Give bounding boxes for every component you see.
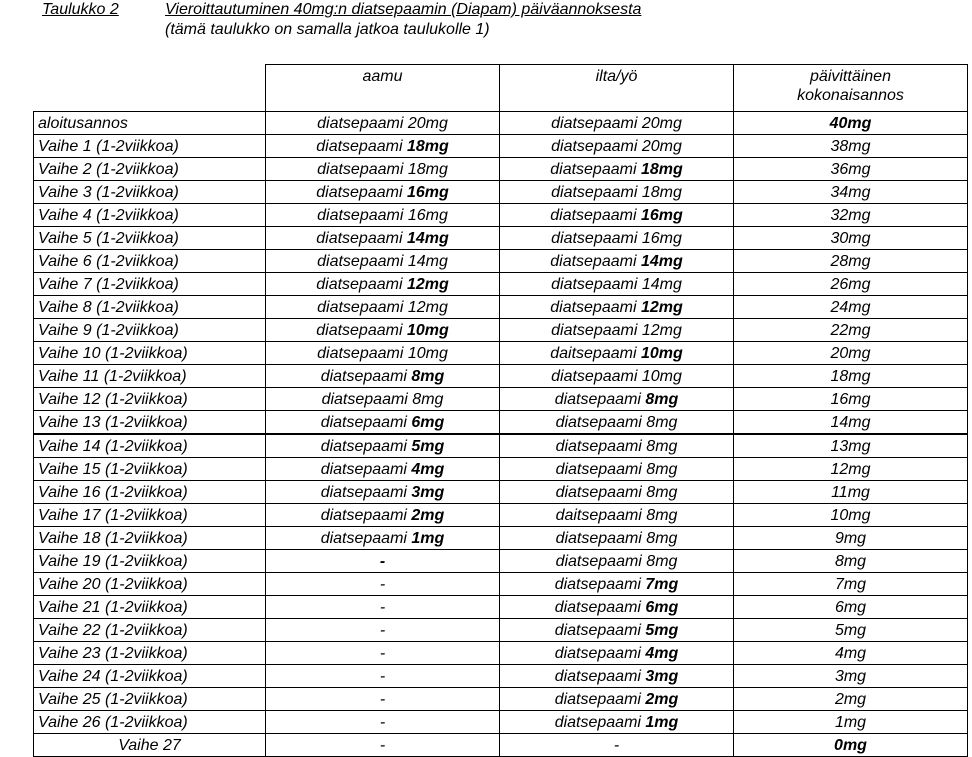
pm-drug-text: diatsepaami 8mg (555, 460, 678, 478)
table-row (34, 158, 968, 181)
am-dose-cell (266, 642, 500, 665)
total-dose-value: 7mg (834, 575, 867, 593)
total-dose-value: 0mg (834, 736, 867, 754)
total-dose-value: 5mg (834, 621, 867, 639)
am-dose-bold: 16mg (406, 183, 449, 201)
pm-dose-cell (500, 504, 734, 527)
table-subtitle: (tämä taulukko on samalla jatkoa taulukolle 1) (165, 21, 490, 38)
am-drug-text: diatsepaami (320, 483, 412, 501)
am-drug-text: diatsepaami (320, 529, 412, 547)
pm-dose-bold: 14mg (640, 252, 683, 270)
total-dose-cell (734, 504, 968, 527)
pm-drug-text: diatsepaami (550, 298, 641, 316)
total-dose-cell (734, 596, 968, 619)
total-dose-value: 22mg (830, 321, 871, 339)
table-row (34, 112, 968, 135)
pm-dose-cell (500, 319, 734, 342)
total-dose-value: 18mg (830, 367, 871, 385)
total-dose-cell (734, 665, 968, 688)
am-dose-bold: 6mg (411, 413, 445, 431)
am-drug-text: diatsepaami (320, 506, 412, 524)
table-row (34, 458, 968, 481)
pm-drug-text: - (613, 736, 620, 754)
am-drug-text: - (379, 621, 386, 639)
total-dose-cell (734, 296, 968, 319)
total-dose-value: 11mg (831, 483, 870, 501)
am-drug-text: diatsepaami (320, 460, 412, 478)
pm-dose-cell (500, 411, 734, 435)
am-drug-text: diatsepaami 18mg (317, 160, 448, 178)
am-dose-bold: 2mg (411, 506, 445, 524)
pm-dose-bold: 3mg (645, 667, 679, 685)
dose-table (33, 64, 968, 757)
am-dose-cell (266, 319, 500, 342)
stage-cell: Vaihe 22 (1-2viikkoa) (34, 619, 266, 642)
pm-dose-cell (500, 227, 734, 250)
am-drug-text: diatsepaami (316, 275, 407, 293)
stage-cell: Vaihe 14 (1-2viikkoa) (34, 434, 266, 458)
am-drug-text: - (379, 736, 386, 754)
am-drug-text: diatsepaami (316, 183, 407, 201)
am-dose-cell (266, 434, 500, 458)
am-dose-cell (266, 296, 500, 319)
total-dose-cell (734, 711, 968, 734)
stage-cell: Vaihe 20 (1-2viikkoa) (34, 573, 266, 596)
pm-dose-cell (500, 204, 734, 227)
pm-dose-cell (500, 527, 734, 550)
am-dose-cell (266, 411, 500, 435)
stage-cell: Vaihe 15 (1-2viikkoa) (34, 458, 266, 481)
stage-cell: Vaihe 11 (1-2viikkoa) (34, 365, 266, 388)
pm-drug-text: diatsepaami 8mg (555, 552, 678, 570)
table-body (34, 112, 968, 757)
pm-dose-bold: 18mg (640, 160, 683, 178)
pm-drug-text: diatsepaami 8mg (555, 529, 678, 547)
pm-dose-bold: 12mg (640, 298, 683, 316)
header-total-line1: päivittäinen (810, 68, 891, 85)
stage-cell: Vaihe 24 (1-2viikkoa) (34, 665, 266, 688)
total-dose-cell (734, 342, 968, 365)
am-dose-cell (266, 273, 500, 296)
total-dose-cell (734, 527, 968, 550)
am-drug-text: diatsepaami (316, 229, 407, 247)
pm-drug-text: diatsepaami 12mg (551, 321, 682, 339)
pm-drug-text: daitsepaami 8mg (555, 506, 678, 524)
am-dose-cell (266, 550, 500, 573)
table-row (34, 527, 968, 550)
pm-drug-text: diatsepaami 8mg (555, 437, 678, 455)
stage-cell: Vaihe 27 (34, 734, 266, 757)
total-dose-cell (734, 573, 968, 596)
header-am: aamu (266, 65, 500, 112)
stage-cell: Vaihe 16 (1-2viikkoa) (34, 481, 266, 504)
am-dose-cell (266, 204, 500, 227)
total-dose-value: 3mg (834, 667, 867, 685)
total-dose-cell (734, 550, 968, 573)
total-dose-value: 24mg (830, 298, 871, 316)
total-dose-cell (734, 619, 968, 642)
header-total-line2: kokonaisannos (797, 87, 904, 104)
table-row (34, 273, 968, 296)
am-drug-text: diatsepaami 20mg (317, 114, 448, 132)
pm-dose-cell (500, 688, 734, 711)
am-drug-text: diatsepaami (320, 437, 412, 455)
pm-dose-cell (500, 296, 734, 319)
stage-cell: Vaihe 6 (1-2viikkoa) (34, 250, 266, 273)
am-dose-cell (266, 135, 500, 158)
total-dose-cell (734, 112, 968, 135)
pm-drug-text: diatsepaami 8mg (555, 413, 678, 431)
table-row (34, 227, 968, 250)
table-row (34, 388, 968, 411)
table-row (34, 434, 968, 458)
pm-dose-cell (500, 458, 734, 481)
am-drug-text: diatsepaami (320, 367, 412, 385)
stage-cell: Vaihe 1 (1-2viikkoa) (34, 135, 266, 158)
pm-dose-cell (500, 365, 734, 388)
table-row (34, 596, 968, 619)
table-row (34, 204, 968, 227)
total-dose-value: 13mg (830, 437, 871, 455)
am-dose-bold: 10mg (406, 321, 449, 339)
pm-dose-bold: 7mg (645, 575, 679, 593)
am-dose-cell (266, 250, 500, 273)
pm-dose-cell (500, 250, 734, 273)
am-dose-bold: 12mg (406, 275, 449, 293)
am-dose-cell (266, 227, 500, 250)
stage-cell: Vaihe 25 (1-2viikkoa) (34, 688, 266, 711)
total-dose-value: 6mg (834, 598, 867, 616)
stage-cell: Vaihe 8 (1-2viikkoa) (34, 296, 266, 319)
table-row (34, 734, 968, 757)
am-dose-cell (266, 665, 500, 688)
pm-drug-text: diatsepaami 20mg (551, 137, 682, 155)
pm-drug-text: diatsepaami (554, 390, 646, 408)
total-dose-value: 26mg (830, 275, 871, 293)
pm-dose-bold: 4mg (645, 644, 679, 662)
pm-drug-text: diatsepaami (554, 690, 646, 708)
pm-drug-text: diatsepaami (554, 621, 646, 639)
total-dose-value: 28mg (830, 252, 871, 270)
total-dose-cell (734, 642, 968, 665)
stage-cell: Vaihe 23 (1-2viikkoa) (34, 642, 266, 665)
am-dose-bold: 1mg (411, 529, 445, 547)
pm-dose-cell (500, 550, 734, 573)
pm-drug-text: diatsepaami (550, 160, 641, 178)
am-dose-cell (266, 342, 500, 365)
pm-dose-cell (500, 665, 734, 688)
total-dose-value: 2mg (834, 690, 867, 708)
header-pm: ilta/yö (500, 65, 734, 112)
am-drug-text: - (379, 575, 386, 593)
table-row (34, 504, 968, 527)
table-row (34, 135, 968, 158)
pm-drug-text: diatsepaami 10mg (551, 367, 682, 385)
am-drug-text: - (379, 690, 386, 708)
table-row (34, 250, 968, 273)
am-dose-bold: 5mg (411, 437, 445, 455)
pm-dose-bold: 6mg (645, 598, 679, 616)
total-dose-cell (734, 688, 968, 711)
stage-cell: Vaihe 12 (1-2viikkoa) (34, 388, 266, 411)
pm-dose-bold: 2mg (645, 690, 679, 708)
am-dose-cell (266, 481, 500, 504)
am-drug-text: diatsepaami (316, 321, 407, 339)
total-dose-value: 20mg (830, 344, 871, 362)
total-dose-value: 14mg (830, 413, 871, 431)
table-row (34, 319, 968, 342)
am-dose-cell (266, 596, 500, 619)
am-dose-bold: 3mg (411, 483, 445, 501)
am-dose-bold: 8mg (411, 367, 445, 385)
total-dose-cell (734, 481, 968, 504)
am-dose-bold: 4mg (411, 460, 445, 478)
total-dose-value: 30mg (830, 229, 871, 247)
pm-dose-cell (500, 181, 734, 204)
pm-drug-text: diatsepaami (550, 206, 641, 224)
pm-dose-cell (500, 434, 734, 458)
pm-dose-cell (500, 481, 734, 504)
total-dose-cell (734, 319, 968, 342)
table-row (34, 296, 968, 319)
am-dose-cell (266, 458, 500, 481)
pm-dose-cell (500, 112, 734, 135)
pm-drug-text: diatsepaami (554, 667, 646, 685)
am-dose-bold: 14mg (406, 229, 449, 247)
total-dose-cell (734, 734, 968, 757)
total-dose-value: 36mg (830, 160, 871, 178)
total-dose-value: 38mg (830, 137, 871, 155)
pm-dose-cell (500, 135, 734, 158)
am-drug-text: diatsepaami 16mg (317, 206, 448, 224)
pm-dose-bold: 1mg (645, 713, 679, 731)
stage-cell: Vaihe 19 (1-2viikkoa) (34, 550, 266, 573)
am-dose-cell (266, 527, 500, 550)
pm-drug-text: diatsepaami (554, 644, 646, 662)
pm-dose-bold: 8mg (645, 390, 679, 408)
am-dose-cell (266, 504, 500, 527)
total-dose-cell (734, 135, 968, 158)
total-dose-cell (734, 388, 968, 411)
table-row (34, 573, 968, 596)
total-dose-cell (734, 411, 968, 435)
table-label: Taulukko 2 (42, 1, 119, 18)
pm-dose-cell (500, 573, 734, 596)
am-dose-cell (266, 112, 500, 135)
stage-cell: Vaihe 13 (1-2viikkoa) (34, 411, 266, 435)
pm-drug-text: diatsepaami 16mg (551, 229, 682, 247)
pm-dose-cell (500, 642, 734, 665)
total-dose-cell (734, 434, 968, 458)
am-drug-text: - (379, 598, 386, 616)
am-drug-text: diatsepaami 12mg (317, 298, 448, 316)
pm-dose-bold: 16mg (640, 206, 683, 224)
am-dose-cell (266, 365, 500, 388)
total-dose-cell (734, 273, 968, 296)
pm-dose-cell (500, 596, 734, 619)
total-dose-cell (734, 365, 968, 388)
pm-dose-cell (500, 388, 734, 411)
table-title: Vieroittautuminen 40mg:n diatsepaamin (Diapam) päiväannoksesta (165, 1, 642, 18)
total-dose-value: 32mg (830, 206, 871, 224)
pm-dose-cell (500, 711, 734, 734)
pm-dose-bold: 10mg (640, 344, 683, 362)
pm-dose-bold: 5mg (645, 621, 679, 639)
stage-cell: Vaihe 18 (1-2viikkoa) (34, 527, 266, 550)
pm-dose-cell (500, 342, 734, 365)
total-dose-value: 8mg (834, 552, 867, 570)
total-dose-cell (734, 227, 968, 250)
stage-cell: Vaihe 9 (1-2viikkoa) (34, 319, 266, 342)
am-drug-text: - (379, 644, 386, 662)
total-dose-value: 40mg (829, 114, 872, 132)
total-dose-value: 4mg (834, 644, 867, 662)
header-stub (34, 65, 266, 112)
header-total (734, 65, 968, 112)
pm-drug-text: diatsepaami (554, 598, 646, 616)
stage-cell: Vaihe 4 (1-2viikkoa) (34, 204, 266, 227)
stage-cell: Vaihe 17 (1-2viikkoa) (34, 504, 266, 527)
am-drug-text: - (379, 713, 386, 731)
pm-drug-text: diatsepaami 20mg (551, 114, 682, 132)
header-row (34, 65, 968, 112)
table-row (34, 342, 968, 365)
pm-drug-text: daitsepaami (550, 344, 641, 362)
pm-drug-text: diatsepaami 8mg (555, 483, 678, 501)
am-dose-cell (266, 573, 500, 596)
total-dose-value: 1mg (834, 713, 867, 731)
pm-drug-text: diatsepaami 14mg (551, 275, 682, 293)
total-dose-cell (734, 250, 968, 273)
am-dose-cell (266, 619, 500, 642)
table-row (34, 550, 968, 573)
table-row (34, 642, 968, 665)
table-row (34, 665, 968, 688)
am-dose-cell (266, 734, 500, 757)
pm-drug-text: diatsepaami 18mg (551, 183, 682, 201)
am-dose-cell (266, 158, 500, 181)
pm-dose-cell (500, 619, 734, 642)
am-dose-bold: 18mg (406, 137, 449, 155)
am-dose-cell (266, 388, 500, 411)
am-drug-text: diatsepaami 8mg (321, 390, 444, 408)
am-dose-bold: - (379, 552, 386, 570)
table-row (34, 411, 968, 435)
table-row (34, 365, 968, 388)
table-row (34, 619, 968, 642)
total-dose-value: 12mg (830, 460, 871, 478)
stage-cell: Vaihe 26 (1-2viikkoa) (34, 711, 266, 734)
total-dose-cell (734, 458, 968, 481)
table-row (34, 181, 968, 204)
table-row (34, 688, 968, 711)
am-drug-text: diatsepaami (320, 413, 412, 431)
am-dose-cell (266, 688, 500, 711)
total-dose-value: 9mg (834, 529, 867, 547)
am-dose-cell (266, 181, 500, 204)
stage-cell: aloitusannos (34, 112, 266, 135)
pm-drug-text: diatsepaami (550, 252, 641, 270)
am-drug-text: diatsepaami 14mg (317, 252, 448, 270)
total-dose-value: 10mg (830, 506, 871, 524)
table-row (34, 481, 968, 504)
pm-dose-cell (500, 734, 734, 757)
stage-cell: Vaihe 7 (1-2viikkoa) (34, 273, 266, 296)
pm-drug-text: diatsepaami (554, 713, 646, 731)
total-dose-value: 34mg (830, 183, 871, 201)
total-dose-cell (734, 181, 968, 204)
am-drug-text: diatsepaami 10mg (317, 344, 448, 362)
am-drug-text: - (379, 667, 386, 685)
am-drug-text: diatsepaami (316, 137, 407, 155)
table-row (34, 711, 968, 734)
total-dose-cell (734, 204, 968, 227)
stage-cell: Vaihe 2 (1-2viikkoa) (34, 158, 266, 181)
stage-cell: Vaihe 5 (1-2viikkoa) (34, 227, 266, 250)
pm-dose-cell (500, 158, 734, 181)
stage-cell: Vaihe 3 (1-2viikkoa) (34, 181, 266, 204)
total-dose-value: 16mg (830, 390, 871, 408)
pm-drug-text: diatsepaami (554, 575, 646, 593)
stage-cell: Vaihe 21 (1-2viikkoa) (34, 596, 266, 619)
total-dose-cell (734, 158, 968, 181)
am-dose-cell (266, 711, 500, 734)
stage-cell: Vaihe 10 (1-2viikkoa) (34, 342, 266, 365)
pm-dose-cell (500, 273, 734, 296)
